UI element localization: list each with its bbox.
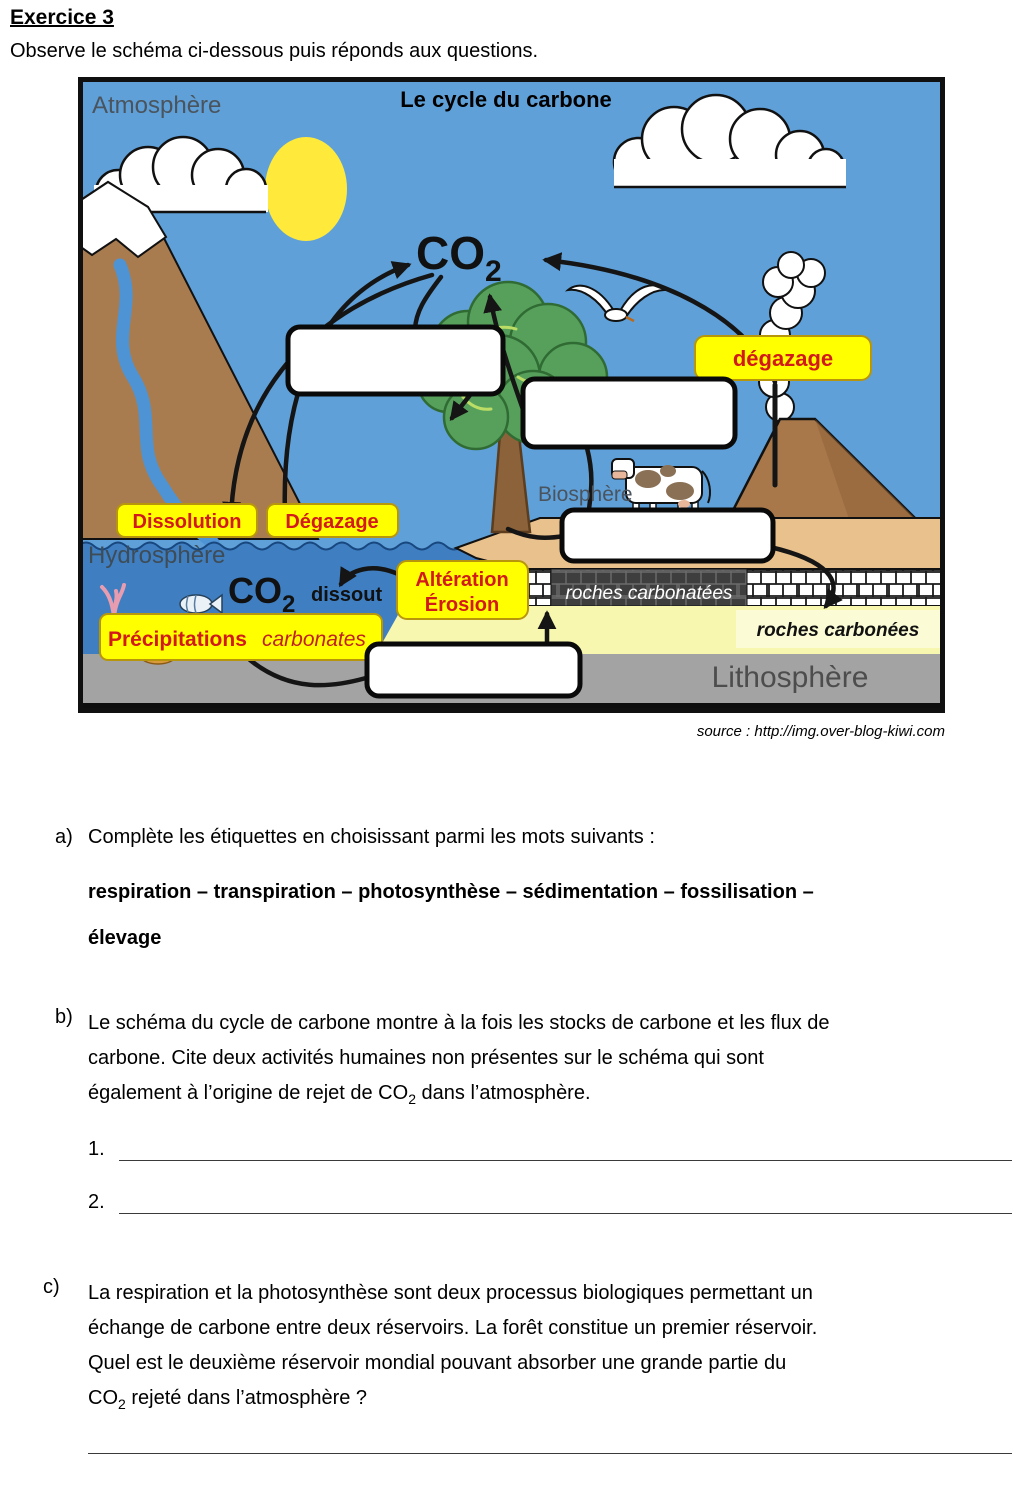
answer-2-blank — [119, 1213, 1012, 1214]
empty-label-box-4 — [367, 644, 580, 696]
question-c-line2: échange de carbone entre deux réservoirs. La forêt constitue un premier réservoir. — [88, 1317, 818, 1339]
question-c-line4-post: rejeté dans l’atmosphère ? — [125, 1387, 368, 1409]
question-b — [55, 1006, 1005, 1111]
alteration-erosion-tag — [397, 561, 528, 619]
question-c-label: c) — [43, 1276, 60, 1298]
lithosphere-label: Lithosphère — [711, 661, 869, 694]
dissolution-tag — [117, 504, 257, 537]
question-a-text: Complète les étiquettes en choisissant parmi les mots suivants : — [88, 826, 655, 848]
word-bank-line2: élevage — [88, 927, 162, 949]
hydrosphere-label: Hydrosphère — [88, 542, 226, 569]
question-b-line3-post: dans l’atmosphère. — [415, 1082, 591, 1104]
question-b-line3 — [88, 1076, 830, 1111]
question-b-line3-pre: également à l’origine de rejet de CO — [88, 1082, 409, 1104]
question-b-line2: carbone. Cite deux activités humaines non présentes sur le schéma qui sont — [88, 1047, 764, 1069]
answer-1-number: 1. — [88, 1138, 105, 1160]
question-c-line4-pre: CO — [88, 1387, 118, 1409]
question-c-line3: Quel est le deuxième réservoir mondial pouvant absorber une grande partie du — [88, 1352, 787, 1374]
co2-dissolved-text: CO — [228, 570, 282, 611]
instruction-text: Observe le schéma ci-dessous puis réponds aux questions. — [10, 40, 539, 62]
empty-label-box-1 — [288, 327, 503, 394]
erosion-label: Érosion — [424, 594, 500, 616]
degazage-ocean-tag — [267, 504, 398, 537]
alteration-label: Altération — [415, 569, 509, 591]
question-c-line4-sub: 2 — [118, 1396, 126, 1412]
carbonates-label: carbonates — [262, 628, 366, 651]
question-b-line1: Le schéma du cycle de carbone montre à la fois les stocks de carbone et les flux de — [88, 1012, 830, 1034]
co2-dissolved-subscript: 2 — [282, 591, 296, 618]
source-caption: source : http://img.over-blog-kiwi.com — [696, 723, 945, 740]
degazage-volcano-tag — [695, 336, 871, 380]
degazage-ocean-label: Dégazage — [285, 511, 379, 533]
answer-line-1 — [88, 1137, 1012, 1161]
answer-c-blank — [88, 1440, 1012, 1454]
carbon-cycle-diagram — [78, 77, 945, 713]
roches-carbonatees-label: roches carbonatées — [565, 583, 733, 604]
question-a-label: a) — [55, 826, 73, 848]
co2-subscript: 2 — [485, 255, 502, 288]
degazage-volcano-label: dégazage — [732, 346, 834, 371]
question-c-text — [88, 1276, 817, 1416]
word-bank — [88, 869, 1018, 961]
sun-icon — [265, 137, 347, 241]
empty-label-box-3 — [562, 510, 773, 561]
question-a — [55, 823, 995, 851]
empty-label-box-2 — [523, 379, 735, 447]
atmosphere-label: Atmosphère — [92, 92, 222, 119]
answer-line-2 — [88, 1190, 1012, 1214]
roches-carbonees-label: roches carbonées — [756, 620, 920, 641]
question-b-label: b) — [55, 1006, 73, 1028]
answer-2-number: 2. — [88, 1191, 105, 1213]
word-bank-line1: respiration – transpiration – photosynthèse – sédimentation – fossilisation – — [88, 881, 814, 903]
dissout-label: dissout — [311, 584, 383, 606]
question-c-line4 — [88, 1381, 817, 1416]
diagram-title: Le cycle du carbone — [400, 87, 612, 112]
question-b-text — [88, 1006, 830, 1111]
dissolution-label: Dissolution — [132, 511, 242, 533]
exercise-title: Exercice 3 — [10, 6, 114, 29]
biosphere-label: Biosphère — [538, 483, 633, 506]
question-c-line1: La respiration et la photosynthèse sont deux processus biologiques permettant un — [88, 1282, 813, 1304]
precipitations-label: Précipitations — [108, 628, 247, 651]
co2-text: CO — [416, 227, 485, 279]
carbon-cycle-svg — [78, 77, 945, 713]
precipitations-tag — [100, 614, 382, 660]
question-c — [43, 1276, 1003, 1416]
question-b-line3-sub: 2 — [408, 1091, 416, 1107]
answer-1-blank — [119, 1160, 1012, 1161]
